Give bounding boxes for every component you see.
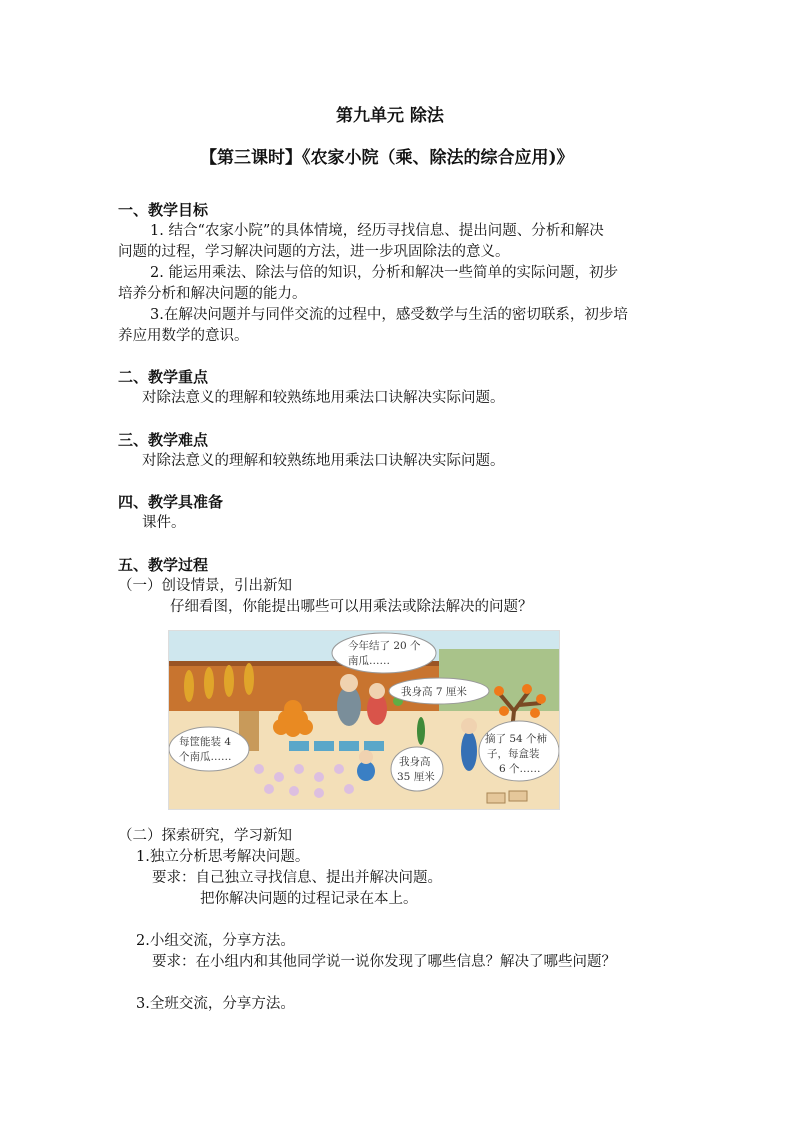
part-1-heading: （一）创设情景，引出新知 xyxy=(118,578,292,594)
bubble-cucumber-height: 我身高 7 厘米 xyxy=(401,686,467,698)
section-2-heading: 二、教学重点 xyxy=(118,368,209,386)
bubble-pumpkins-grown-line-2: 南瓜…… xyxy=(348,655,390,667)
step-1: 1.独立分析思考解决问题。 xyxy=(136,849,310,865)
farm-yard-illustration xyxy=(168,630,560,810)
section-4-body: 课件。 xyxy=(142,515,186,531)
section-4-heading: 四、教学具准备 xyxy=(118,493,224,511)
section-5-heading: 五、教学过程 xyxy=(118,556,209,574)
step-1-requirement: 要求：自己独立寻找信息、提出并解决问题。 xyxy=(152,870,442,886)
step-1-requirement-2: 把你解决问题的过程记录在本上。 xyxy=(200,891,418,907)
bubble-boy-height-line-2: 35 厘米 xyxy=(397,771,435,783)
bubble-basket-capacity-line-1: 每筐能装 4 xyxy=(179,736,232,748)
bubble-boy-height-line-1: 我身高 xyxy=(399,756,431,768)
section-2-body: 对除法意义的理解和较熟练地用乘法口诀解决实际问题。 xyxy=(142,390,505,406)
part-2-heading: （二）探索研究，学习新知 xyxy=(118,828,292,844)
lesson-title: 【第三课时】《农家小院（乘、除法的综合应用)》 xyxy=(200,148,574,168)
goal-2-line-1: 2. 能运用乘法、除法与倍的知识，分析和解决一些简单的实际问题，初步 xyxy=(150,265,618,281)
goal-3-line-1: 3.在解决问题并与同伴交流的过程中，感受数学与生活的密切联系，初步培 xyxy=(150,307,628,323)
step-2: 2.小组交流，分享方法。 xyxy=(136,933,295,949)
bubble-persimmons-line-1: 摘了 54 个柿 xyxy=(485,733,548,745)
bubble-persimmons-line-3: 6 个…… xyxy=(499,763,541,775)
goal-1-line-2: 问题的过程，学习解决问题的方法，进一步巩固除法的意义。 xyxy=(118,244,510,260)
section-1-heading: 一、教学目标 xyxy=(118,201,209,219)
section-3-heading: 三、教学难点 xyxy=(118,431,209,449)
unit-title: 第九单元 除法 xyxy=(336,106,444,126)
step-3: 3.全班交流，分享方法。 xyxy=(136,996,295,1012)
goal-3-line-2: 养应用数学的意识。 xyxy=(118,328,249,344)
part-1-body: 仔细看图，你能提出哪些可以用乘法或除法解决的问题？ xyxy=(170,599,533,615)
section-3-body: 对除法意义的理解和较熟练地用乘法口诀解决实际问题。 xyxy=(142,453,505,469)
bubble-pumpkins-grown-line-1: 今年结了 20 个 xyxy=(348,640,421,652)
goal-1-line-1: 1. 结合“农家小院”的具体情境，经历寻找信息、提出问题、分析和解决 xyxy=(150,223,604,239)
step-2-requirement: 要求：在小组内和其他同学说一说你发现了哪些信息？解决了哪些问题？ xyxy=(152,954,616,970)
goal-2-line-2: 培养分析和解决问题的能力。 xyxy=(118,286,307,302)
bubble-basket-capacity-line-2: 个南瓜…… xyxy=(179,751,232,763)
bubble-persimmons-line-2: 子，每盒装 xyxy=(487,748,540,760)
